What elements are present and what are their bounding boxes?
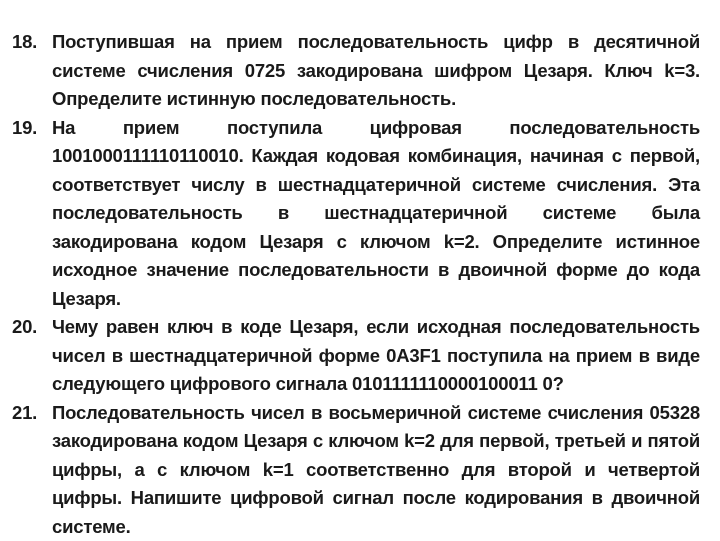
task-21: [12, 399, 700, 541]
task-18: [12, 28, 700, 114]
task-19: [12, 114, 700, 314]
task-20: [12, 313, 700, 399]
task-number: 20.: [12, 313, 52, 342]
task-text: Последовательность чисел в восьмеричной системе счисления 05328 закодирована кодом Цезаря с ключом k=2 для первой, третьей и пятой цифры, а с ключом k=1 соответственно для второй и четвертой цифры. Напишите цифровой сигнал после кодирования в двоичной системе.: [52, 399, 700, 541]
document-page: [12, 28, 700, 528]
task-number: 21.: [12, 399, 52, 428]
task-text: Поступившая на прием последовательность цифр в десятичной системе счисления 0725 закодирована шифром Цезаря. Ключ k=3. Определите истинную последовательность.: [52, 28, 700, 114]
task-text: На прием поступила цифровая последовательность 1001000111110110010. Каждая кодовая комбинация, начиная с первой, соответствует числу в шестнадцатеричной системе счисления. Эта последовательность в шестнадцатеричной системе была закодирована кодом Цезаря с ключом k=2. Определите истинное исходное значение последовательности в двоичной форме до кода Цезаря.: [52, 114, 700, 314]
task-number: 18.: [12, 28, 52, 57]
task-number: 19.: [12, 114, 52, 143]
task-text: Чему равен ключ в коде Цезаря, если исходная последовательность чисел в шестнадцатеричной форме 0A3F1 поступила на прием в виде следующего цифрового сигнала 0101111110000100011 0?: [52, 313, 700, 399]
